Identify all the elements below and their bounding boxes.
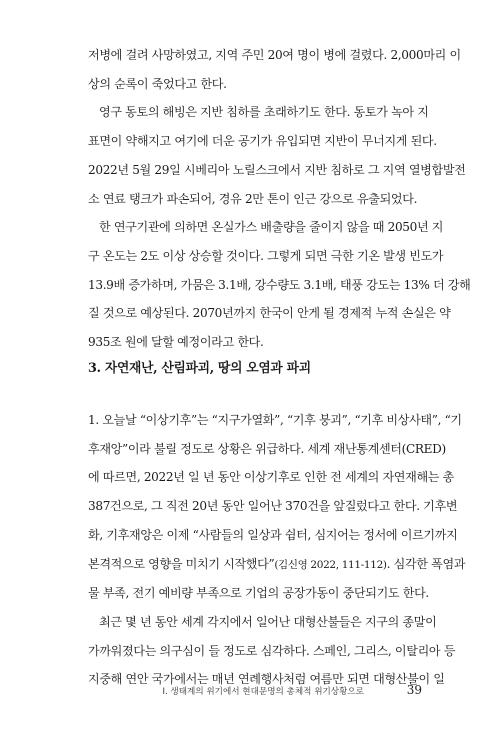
- running-title: I. 생태계의 위기에서 현대문명의 총체적 위기상황으로: [162, 687, 364, 697]
- text-line: 최근 몇 년 동안 세계 각지에서 일어난 대형산불들은 지구의 종말이: [99, 614, 437, 629]
- text-line: 13.9배 증가하며, 가뭄은 3.1배, 강수량도 3.1배, 태풍 강도는 13% 더 강해: [88, 277, 471, 292]
- text-line: 소 연료 탱크가 파손되어, 경유 2만 톤이 인근 강으로 유출되었다.: [88, 191, 418, 206]
- text-line: 2022년 5월 29일 시베리아 노릴스크에서 지반 침하로 그 지역 열병합발전: [88, 162, 466, 177]
- text-line: 화, 기후재앙은 이제 “사람들의 일상과 쉼터, 심지어는 정서에 이르기까지: [88, 527, 458, 542]
- text-line: 물 부족, 전기 예비량 부족으로 기업의 공장가동이 중단되기도 한다.: [88, 586, 429, 601]
- quote-text: 본격적으로 영향을 미치기 시작했다”: [88, 556, 275, 571]
- text-line: 한 연구기관에 의하면 온실가스 배출량을 줄이지 않을 때 2050년 지: [99, 220, 444, 235]
- text-line: 가까워졌다는 의구심이 들 정도로 심각하다. 스페인, 그리스, 이탈리아 등: [88, 643, 456, 658]
- page-footer: [88, 683, 422, 703]
- section-heading: 3. 자연재난, 산림파괴, 땅의 오염과 파괴: [88, 361, 311, 376]
- text-line: 상의 순록이 죽었다고 한다.: [88, 76, 227, 91]
- text-line: 구 온도는 2도 이상 상승할 것이다. 그렇게 되면 극한 기온 발생 빈도가: [88, 248, 444, 263]
- citation: (김신영 2022, 111-112): [274, 558, 387, 571]
- text-line: 1. 오늘날 “이상기후”는 “지구가열화”, “기후 붕괴”, “기후 비상사태”, “기: [88, 413, 462, 427]
- text-line: 표면이 약해지고 여기에 더운 공기가 유입되면 지반이 무너지게 된다.: [88, 134, 437, 149]
- text-line: 질 것으로 예상된다. 2070년까지 한국이 안게 될 경제적 누적 손실은 약: [88, 306, 451, 321]
- page-number: 39: [406, 683, 422, 697]
- text-line: 935조 원에 달할 예정이라고 한다.: [88, 335, 264, 350]
- text-line: 영구 동토의 해빙은 지반 침하를 초래하기도 한다. 동토가 녹아 지: [99, 105, 429, 120]
- text-line: 저병에 걸려 사망하였고, 지역 주민 20여 명이 병에 걸렸다. 2,000마리 이: [88, 48, 461, 62]
- bottom-text-block: [88, 406, 466, 694]
- text-line-with-citation: [88, 550, 466, 580]
- quote-tail: . 심각한 폭염과: [386, 556, 466, 571]
- text-line: 후재앙”이라 불릴 정도로 상황은 위급하다. 세계 재난통계센터(CRED): [88, 441, 446, 456]
- top-text-block: [88, 41, 471, 357]
- text-line: 387건으로, 그 직전 20년 동안 일어난 370건을 앞질렀다고 한다. 기후변: [88, 499, 458, 514]
- text-line: 에 따르면, 2022년 일 년 동안 이상기후로 인한 전 세계의 자연재해는 총: [88, 470, 454, 485]
- text-line: 지중해 연안 국가에서는 매년 연례행사처럼 여름만 되면 대형산불이 일: [88, 672, 445, 687]
